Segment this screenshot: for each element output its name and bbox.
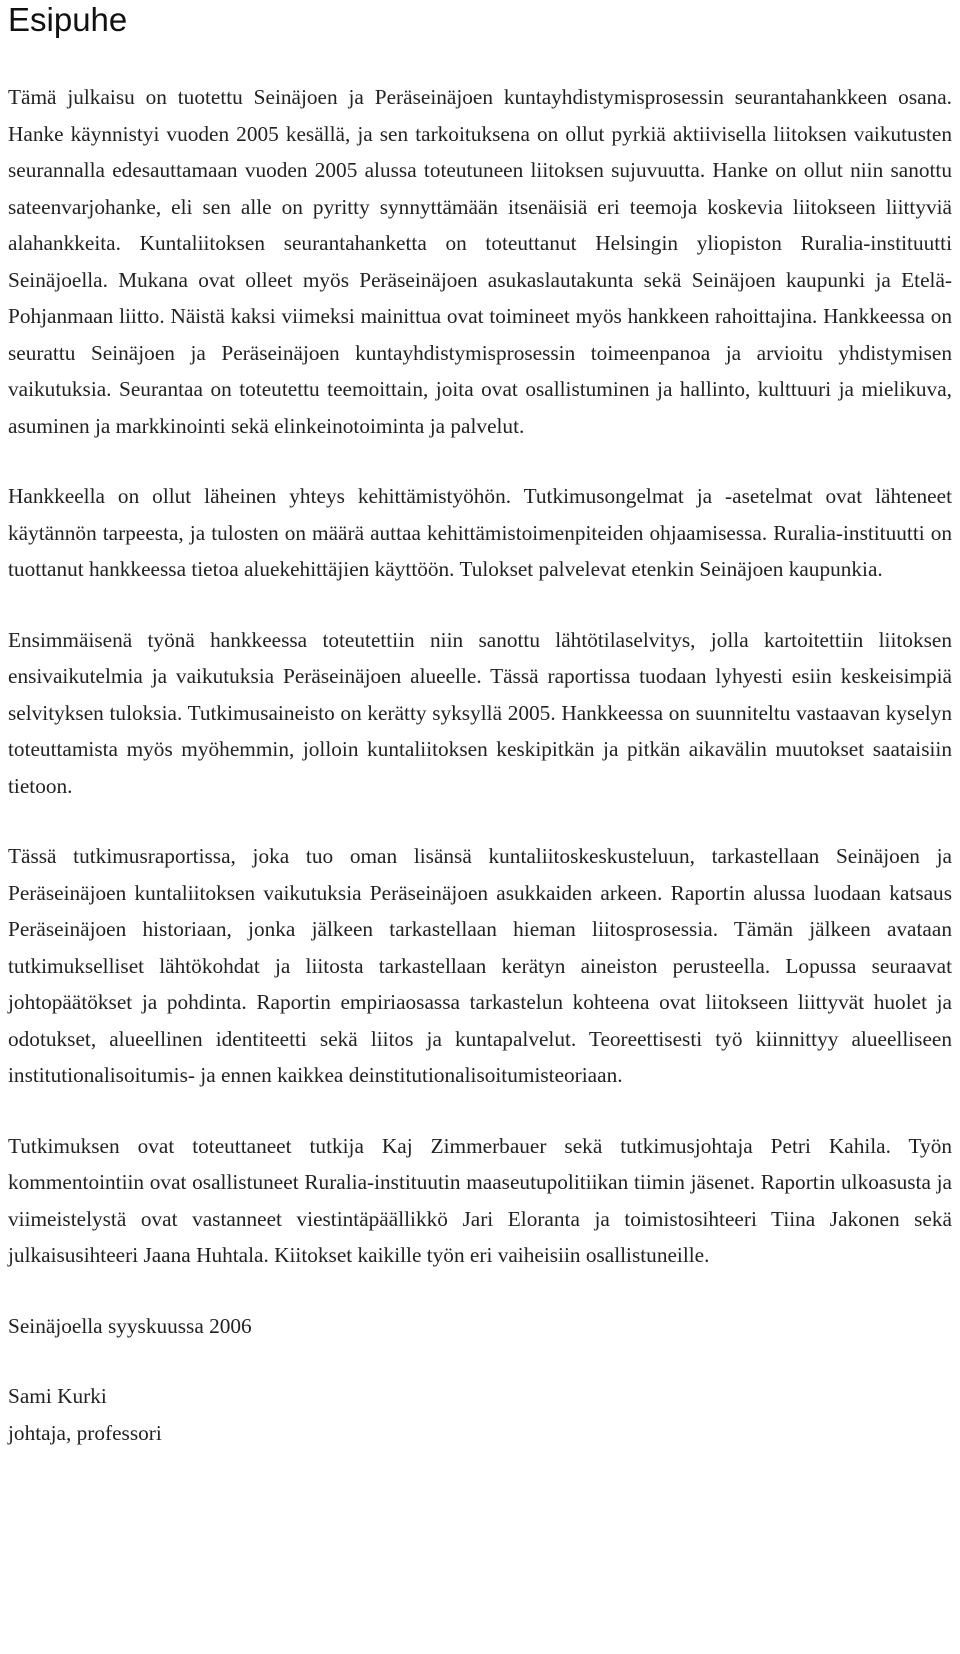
paragraph-development: Hankkeella on ollut läheinen yhteys kehittämistyöhön. Tutkimusongelmat ja -asetelmat ovat lähteneet käytännön tarpeesta, ja tulosten on määrä auttaa kehittämistoimenpiteiden ohjaamisessa. Ruralia-instituutti on tuottanut hankkeessa tietoa aluekehittäjien käyttöön. Tulokset palvelevat etenkin Seinäjoen kaupunkia. [8,484,952,581]
place-date: Seinäjoella syyskuussa 2006 [8,1313,252,1338]
paragraph-baseline-study: Ensimmäisenä työnä hankkeessa toteutettiin niin sanottu lähtötilaselvitys, jolla kartoitettiin liitoksen ensivaikutelmia ja vaikutuksia Peräseinäjoen alueelle. Tässä raportissa tuodaan lyhyesti esiin keskeisimpiä selvityksen tuloksia. Tutkimusaineisto on kerätty syksyllä 2005. Hankkeessa on suunniteltu vastaavan kyselyn toteuttamista myös myöhemmin, jolloin kuntaliitoksen keskipitkän ja pitkän aikavälin muutokset saataisiin tietoon. [8,627,952,798]
paragraph-intro: Tämä julkaisu on tuotettu Seinäjoen ja Peräseinäjoen kuntayhdistymisprosessin seurantahankkeen osana. Hanke käynnistyi vuoden 2005 kesällä, ja sen tarkoituksena on ollut pyrkiä aktiivisella liitoksen vaikutusten seurannalla edesauttamaan vuoden 2005 alussa toteutuneen liitoksen sujuvuutta. Hanke on ollut niin sanottu sateenvarjohanke, eli sen alle on pyritty synnyttämään itsenäisiä eri teemoja koskevia liitokseen liittyviä alahankkeita. Kuntaliitoksen seurantahanketta on toteuttanut Helsingin yliopiston Ruralia-instituutti Seinäjoella. Mukana ovat olleet myös Peräseinäjoen asukaslautakunta sekä Seinäjoen kaupunki ja Etelä-Pohjanmaan liitto. Näistä kaksi viimeksi mainittua ovat toimineet myös hankkeen rahoittajina. Hankkeessa on seurattu Seinäjoen ja Peräseinäjoen kuntayhdistymisprosessin toimeenpanoa ja arvioitu yhdistymisen vaikutuksia. Seurantaa on toteutettu teemoittain, joita ovat osallistuminen ja hallinto, kulttuuri ja mielikuva, asuminen ja markkinointi sekä elinkeinotoiminta ja palvelut. [8,85,952,438]
page-title: Esipuhe [8,1,128,38]
document-page [8,0,952,1451]
paragraph-acknowledgements: Tutkimuksen ovat toteuttaneet tutkija Kaj Zimmerbauer sekä tutkimusjohtaja Petri Kahila. Työn kommentointiin ovat osallistuneet Ruralia-instituutin maaseutupolitiikan tiimin jäsenet. Raportin ulkoasusta ja viimeistelystä ovat vastanneet viestintäpäällikkö Jari Eloranta ja toimistosihteeri Tiina Jakonen sekä julkaisusihteeri Jaana Huhtala. Kiitokset kaikille työn eri vaiheisiin osallistuneille. [8,1133,952,1267]
paragraph-report-structure: Tässä tutkimusraportissa, joka tuo oman lisänsä kuntaliitoskeskusteluun, tarkastellaan Seinäjoen ja Peräseinäjoen kuntaliitoksen vaikutuksia Peräseinäjoen asukkaiden arkeen. Raportin alussa luodaan katsaus Peräseinäjoen historiaan, jonka jälkeen tarkastellaan hieman liitosprosessia. Tämän jälkeen avataan tutkimukselliset lähtökohdat ja liitosta tarkastellaan kerätyn aineiston perusteella. Lopussa seuraavat johtopäätökset ja pohdinta. Raportin empiriaosassa tarkastelun kohteena ovat liitokseen liittyvät huolet ja odotukset, alueellinen identiteetti sekä liitos ja kuntapalvelut. Teoreettisesti työ kiinnittyy alueelliseen institutionalisoitumis- ja ennen kaikkea deinstitutionalisoitumisteoriaan. [8,844,952,1087]
signature-name: Sami Kurki [8,1384,107,1408]
signature-title: johtaja, professori [8,1420,162,1445]
